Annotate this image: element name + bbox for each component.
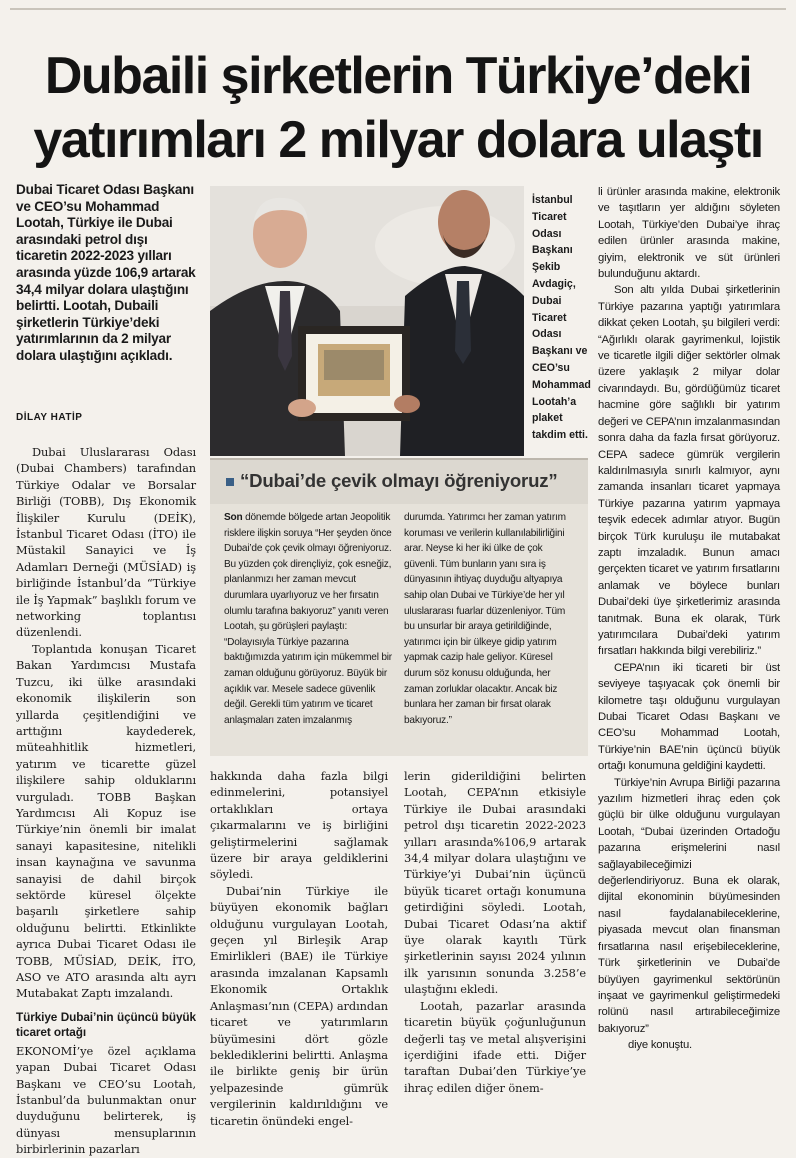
subheading: Türkiye Dubai’nin üçüncü büyük ticaret ortağı [16,1009,196,1039]
col4-paragraph-3: CEPA’nın iki ticareti bir üst seviyeye taşıyacak çok önemli bir kilometre taşı olduğunu vurgulayan Dubai Ticaret Odası Başkanı ve CEO’su Mohammad Lootah, Türkiye’nin BAE’nin üçüncü büyük ortağı konumuna geldiğini kaydetti. [598,661,780,773]
column-4 [598,184,780,1054]
photo-caption: İstanbul Ticaret Odası Başkanı Şekib Avdagiç, Dubai Ticaret Odası Başkanı ve CEO’su Mohammad Lootah’a plaket takdim etti. [532,194,591,442]
byline: DİLAY HATİP [16,412,83,423]
box-lead-word: Son [224,512,243,523]
col3-paragraph-2: Lootah, pazarlar arasında ticaretin büyük çoğunluğunun değerli taş ve metal alışverişini içerdiğini ifade etti. Diğer taraftan Dubai’den Türkiye’ye ihraç edilen diğer önem- [404,998,586,1095]
col4-paragraph-2: Son altı yılda Dubai şirketlerinin Türkiye pazarına yaptığı yatırımlara dikkat çeken Lootah, şu bilgileri verdi: “Ağırlıklı olarak gayrimenkul, lojistik ve ticaretle ilgili diğer sektörler olmak üzere yaklaşık 2 milyar dolar civarındaydı. Bu, gördüğümüz ticaret hacmine göre sağlıklı bir yatırım değeri ve CEPA’nın imzalanmasından sonra daha da fazla fırsat görüyoruz. CEPA sadece gümrük vergilerin kaldırılmasıyla sınırlı kalmıyor, aynı zamanda insanları ticaret yapmaya Türkiye pazarına yatırım yapmaya teşvik edecek adımlar atıyor. Bugün birçok Türk kuruluşu ile mutabakat zaptı imzaladık. Bunun amacı gerçekten ticaret ve yatırım fırsatlarını anlamak ve böylece bunları Dubai’deki üye şirketlerimiz arasında tanıtmak. Buna ek olarak, Türk yatırımcılara Dubai’deki yatırım fırsatları hakkında bilgi verebiliriz.” [598,284,780,658]
col1-paragraph-1: Dubai Uluslararası Odası (Dubai Chambers) tarafından Türkiye Odalar ve Borsalar Birliği (TOBB), Dış Ekonomik İlişkiler Kurulu (DEİK), İstanbul Ticaret Odası (İTO) ile Müstakil Sanayici ve İş Adamları Derneği (MÜSİAD) iş birliğinde İstanbul’da “Türkiye ile İş Yapmak” başlıklı forum ve networking toplantısı düzenlendi. [16,445,196,640]
col1-paragraph-3: EKONOMİ’ye özel açıklama yapan Dubai Ticaret Odası Başkanı ve CEO’su Lootah, İstanbul’da bulunmaktan onur duyduğunu belirterek, iş dünyası mensuplarının birbirlerinin pazarları [16,1043,196,1157]
col4-paragraph-5: diye konuştu. [628,1039,692,1052]
col3-paragraph-1: lerin giderildiğini belirten Lootah, CEPA’nın etkisiyle Türkiye ile Dubai arasındaki petrol dışı ticaretin 2022-2023 yılları arasında%106,9 artarak 34,4 milyar dolara ulaştığını ve Türkiye’yi Dubai’nin üçüncü büyük ticaret ortağı konumuna getirdiğini söyledi. Lootah, Dubai Ticaret Odası’na aktif üye olarak kayıtlı Türk şirketlerinin sayısı 2024 yılının ilk yarısının sonunda 3.258’e ulaştığını ekledi. [404,769,586,997]
lead-paragraph: Dubai Ticaret Odası Başkanı ve CEO’su Mohammad Lootah, Türkiye ile Dubai arasındaki petrol dışı ticaretin 2022-2023 yılları arasında yüzde 106,9 artarak 34,4 milyar dolara ulaştığını belirtti. Lootah, Dubaili şirketlerin Türkiye’deki yatırımlarının da 2 milyar dolara ulaştığını açıkladı. [16,182,196,363]
news-photo [210,186,524,456]
col2-paragraph-2: Dubai’nin Türkiye ile büyüyen ekonomik bağları olduğunu vurgulayan Lootah, geçen yıl Birleşik Arap Emirlikleri (BAE) ile Türkiye arasında imzalanan Kapsamlı Ekonomik Ortaklık Anlaşması’nın (CEPA) ardından ticaret ve yatırımların büyümesini dört gözle beklediklerini belirtti. Anlaşma ile birlikte geniş bir ürün yelpazesinde gümrük vergilerinin kaldırıldığını ve ticaretin önündeki engel- [210,883,388,1128]
photo-illustration [210,186,524,456]
square-bullet-icon [226,478,234,486]
col4-paragraph-1: li ürünler arasında makine, elektronik ve taşıtların yer aldığını söyleten Lootah, Türkiye’den Dubai’ye ihraç edilen ürünler arasında makine, giyim, elektronik ve süt ürünleri bulunduğunu aktardı. [598,186,780,281]
column-3 [404,768,586,1096]
box-left-column [224,510,394,728]
headline-line-2: yatırımları 2 milyar dolara ulaştı [33,111,763,169]
top-rule [10,8,786,10]
box-title [226,470,557,492]
col4-paragraph-4: Türkiye’nin Avrupa Birliği pazarına yazılım hizmetleri ihraç eden çok güçlü bir ülke olduğunu vurgulayan Lootah, “Dubai üzerinden Ortadoğu pazarına erişmelerini nasıl sağlayabileceğimizi değerlendiriyoruz. Buna ek olarak, dijital ekonominin büyümesinden nasıl faydalanabileceklerine, piyasada mevcut olan finansman fırsatlarına nasıl erişebileceklerine, Türk şirketlerinin ve Dubai’de büyüyen gayrimenkul sektörünün inşaat ve gayrimenkul geliştirmedeki rolünü nasıl artırabileceğimize bakıyoruz” [598,776,780,1035]
col1-paragraph-2: Toplantıda konuşan Ticaret Bakan Yardımcısı Mustafa Tuzcu, iki ülke arasındaki ekonomik ilişkilerin son yıllarda çeşitlendiğini ve arttığını kaydederek, müteahhitlik hizmetleri, yatırım ve ticarette güzel ilişkilere sahip olduklarını vurguladı. TOBB Başkan Yardımcısı Ali Kopuz ise Türkiye’nin önemli bir imalat sanayi kapasitesine, nitelikli insan kaynağına ve savunma sanayisi de dahil birçok sektörde küresel ölçekte başarılı şirketlere sahip olduğunu belirtti. Etkinlikte ayrıca Dubai Ticaret Odası ile TOBB, MÜSİAD, DEİK, İTO, ASO ve ATO arasında altı ayrı Mutabakat Zaptı imzalandı. [16,641,196,1001]
headline [14,44,782,172]
box-left-text: dönemde bölgede artan Jeopolitik risklere ilişkin soruya “Her şeyden önce Dubai’de çok çevik olmayı öğreniyoruz. Bu yüzden çok dirençliyiz, çok esneğiz, planlanmızı her zaman mevcut durumlara uyarlıyoruz ve her fırsatın olumlu tarafına bakıyoruz” yanıtı veren Lootah, şu görüşleri paylaştı: “Dolayısıyla Türkiye pazarına baktığımızda yatırım için mükemmel bir zaman olduğunu görüyoruz. Büyük bir açıklık var. Mesele sadece güvenlik değil. Gerekli tüm yatırım ve ticaret anlaşmaları zaten imzalanmış [224,512,392,726]
column-2 [210,768,388,1129]
col2-paragraph-1: hakkında daha fazla bilgi edinmelerini, potansiyel ortaklıkları ortaya çıkarmalarını ve iş birliğini geliştirmelerini sağlamak üzere bir araya geldiklerini söyledi. [210,769,388,882]
headline-line-1: Dubaili şirketlerin Türkiye’deki [44,47,752,105]
box-title-text: “Dubai’de çevik olmayı öğreniyoruz” [240,470,558,491]
column-1 [16,444,196,1158]
box-right-column: durumda. Yatırımcı her zaman yatırım koruması ve verilerin kullanılabilirliğini arar. Neyse ki her iki ülke de çok güvenli. Tüm bunların yanı sıra iş dünyasının ihtiyaç duyduğu altyapıya sahip olan Dubai ve Türkiye’de her yıl uluslararası fuarlar düzenleniyor. Tüm bu unsurlar bir araya getirildiğinde, yatırımcı için bir ülkeye gidip yatırım yapmak cazip hale geliyor. Küresel durum söz konusu olduğunda, her zaman zorluklar olacaktır. Ancak biz bunlara her zaman bir fırsat olarak bakıyoruz.” [404,512,566,726]
